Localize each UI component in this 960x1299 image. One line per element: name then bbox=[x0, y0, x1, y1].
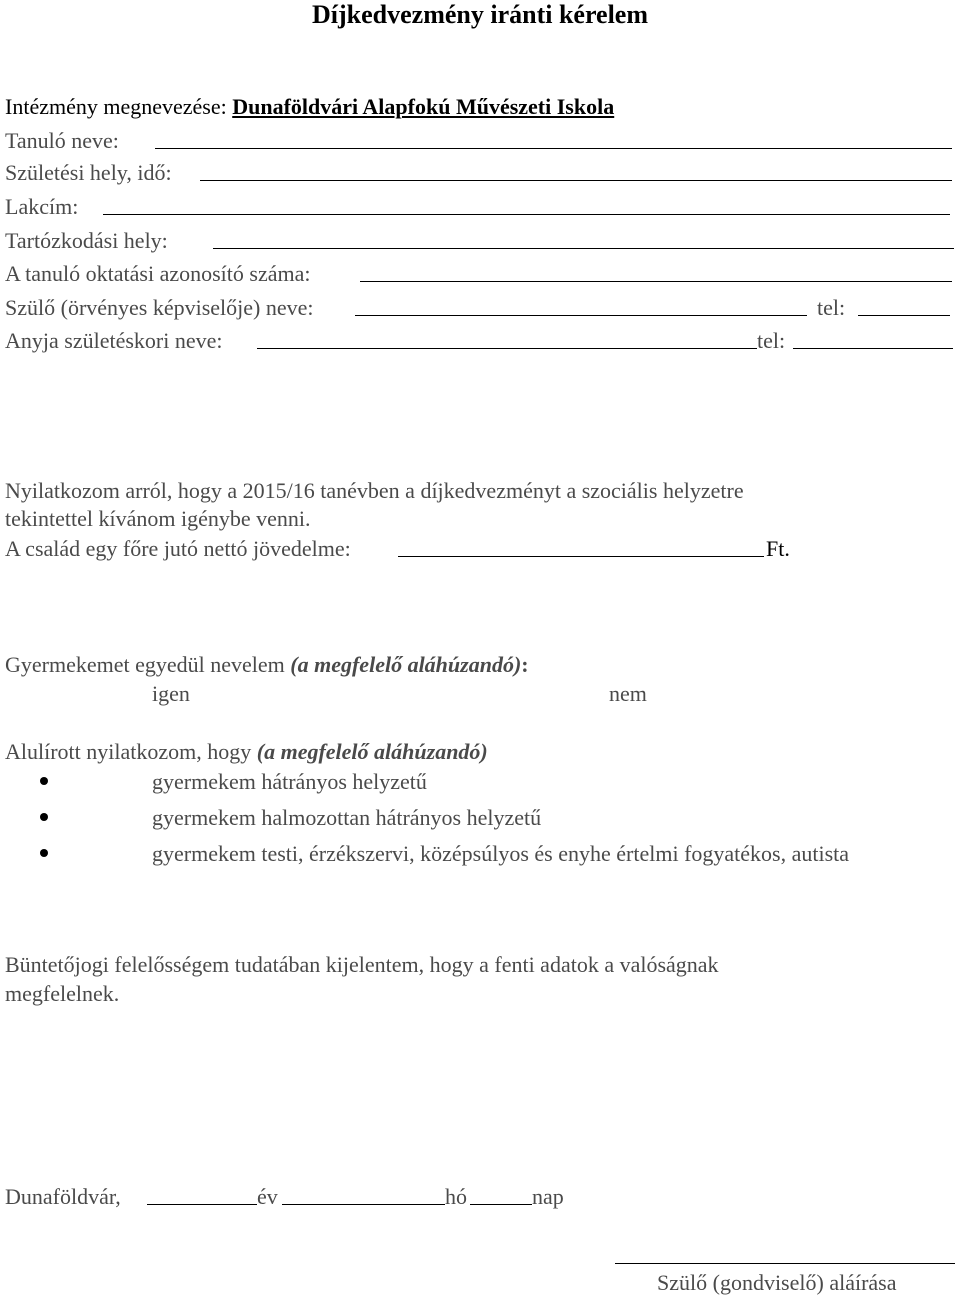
student-name-field[interactable] bbox=[155, 128, 952, 149]
status-hint: (a megfelelő aláhúzandó) bbox=[256, 739, 488, 764]
parent-tel-label: tel: bbox=[817, 295, 846, 320]
page-title: Díjkedvezmény iránti kérelem bbox=[312, 0, 648, 29]
address-field[interactable] bbox=[103, 194, 950, 215]
status-option-2[interactable]: gyermekem halmozottan hátrányos helyzetű bbox=[152, 805, 542, 830]
parent-tel-field[interactable] bbox=[858, 295, 950, 316]
income-field[interactable] bbox=[398, 536, 764, 557]
status-row bbox=[5, 739, 488, 765]
student-id-field[interactable] bbox=[360, 261, 952, 282]
option-nem[interactable]: nem bbox=[609, 681, 647, 706]
mother-row bbox=[5, 328, 223, 354]
date-month-field[interactable] bbox=[282, 1184, 445, 1205]
liability-line-1: Büntetőjogi felelősségem tudatában kijelentem, hogy a fenti adatok a valóságnak bbox=[5, 952, 719, 977]
date-month-label: hó bbox=[445, 1184, 467, 1209]
single-parent-label: Gyermekemet egyedül nevelem bbox=[5, 652, 291, 677]
birth-field[interactable] bbox=[200, 160, 952, 181]
residence-label: Tartózkodási hely: bbox=[5, 228, 168, 253]
option-igen[interactable]: igen bbox=[152, 681, 190, 706]
declaration-line-2: tekintettel kívánom igénybe venni. bbox=[5, 506, 311, 531]
single-parent-hint: (a megfelelő aláhúzandó) bbox=[290, 652, 522, 677]
student-id-row bbox=[5, 261, 311, 287]
mother-tel-label: tel: bbox=[757, 328, 786, 353]
parent-label: Szülő (örvényes képviselője) neve: bbox=[5, 295, 314, 320]
status-option-3[interactable]: gyermekem testi, érzékszervi, középsúlyos és enyhe értelmi fogyatékos, autista bbox=[152, 841, 850, 866]
birth-label: Születési hely, idő: bbox=[5, 160, 172, 185]
birth-row bbox=[5, 160, 172, 186]
bullet-icon bbox=[40, 777, 48, 785]
date-day-label: nap bbox=[532, 1184, 564, 1209]
signature-line[interactable] bbox=[615, 1263, 955, 1264]
date-city: Dunaföldvár, bbox=[5, 1184, 121, 1209]
signature-label: Szülő (gondviselő) aláírása bbox=[657, 1270, 897, 1295]
declaration-line-1: Nyilatkozom arról, hogy a 2015/16 tanévben a díjkedvezményt a szociális helyzetre bbox=[5, 478, 744, 503]
single-parent-row bbox=[5, 652, 529, 678]
income-label: A család egy főre jutó nettó jövedelme: bbox=[5, 536, 351, 561]
institution-value: Dunaföldvári Alapfokú Művészeti Iskola bbox=[232, 94, 615, 119]
residence-field[interactable] bbox=[213, 228, 954, 249]
address-label: Lakcím: bbox=[5, 194, 79, 219]
address-row bbox=[5, 194, 78, 220]
status-label: Alulírott nyilatkozom, hogy bbox=[5, 739, 257, 764]
institution-label: Intézmény megnevezése: bbox=[5, 94, 227, 119]
status-option-1[interactable]: gyermekem hátrányos helyzetű bbox=[152, 769, 427, 794]
bullet-icon bbox=[40, 849, 48, 857]
student-id-label: A tanuló oktatási azonosító száma: bbox=[5, 261, 311, 286]
parent-row bbox=[5, 295, 314, 321]
bullet-icon bbox=[40, 813, 48, 821]
student-name-label: Tanuló neve: bbox=[5, 128, 119, 153]
residence-row bbox=[5, 228, 168, 254]
student-name-row bbox=[5, 128, 119, 154]
mother-name-field[interactable] bbox=[257, 328, 757, 349]
liability-line-2: megfelelnek. bbox=[5, 981, 120, 1006]
mother-label: Anyja születéskori neve: bbox=[5, 328, 223, 353]
date-day-field[interactable] bbox=[470, 1184, 532, 1205]
date-year-label: év bbox=[257, 1184, 278, 1209]
income-unit: Ft. bbox=[766, 536, 790, 561]
mother-tel-field[interactable] bbox=[793, 328, 953, 349]
parent-name-field[interactable] bbox=[355, 295, 807, 316]
single-parent-colon: : bbox=[521, 652, 529, 677]
institution-row bbox=[5, 94, 614, 120]
date-year-field[interactable] bbox=[147, 1184, 257, 1205]
